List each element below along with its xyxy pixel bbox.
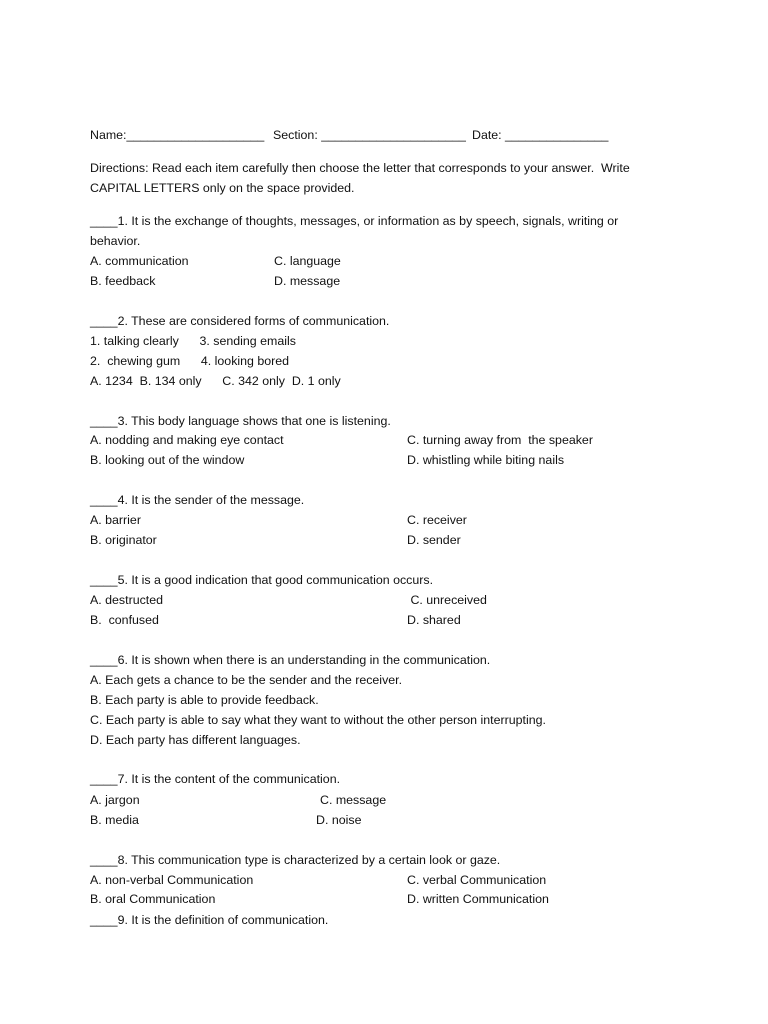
question-3-option-b: B. looking out of the window [90,453,245,467]
question-3-option-d: D. whistling while biting nails [407,453,565,467]
question-4-option-b: B. originator [90,533,157,547]
question-2-options: A. 1234 B. 134 only C. 342 only D. 1 only [90,374,341,388]
question-5-option-b: B. confused [90,613,159,627]
question-1-stem-cont: behavior. [90,234,141,248]
question-3-option-a: A. nodding and making eye contact [90,433,284,447]
question-8-option-d: D. written Communication [407,892,549,906]
question-5-option-c: C. unreceived [407,593,487,607]
question-6-option-c: C. Each party is able to say what they want to without the other person interrupting. [90,713,546,727]
question-6-option-d: D. Each party has different languages. [90,733,301,747]
directions-line-2: CAPITAL LETTERS only on the space provided. [90,181,355,195]
question-4-option-d: D. sender [407,533,461,547]
question-8-stem: ____8. This communication type is characterized by a certain look or gaze. [90,853,501,867]
question-8-option-c: C. verbal Communication [407,873,547,887]
date-field: Date: _______________ [472,128,609,142]
question-2-stem: ____2. These are considered forms of communication. [90,314,390,328]
question-6-option-a: A. Each gets a chance to be the sender and the receiver. [90,673,403,687]
question-1-option-d: D. message [274,274,341,288]
question-7-stem: ____7. It is the content of the communication. [90,772,341,786]
question-9-stem: ____9. It is the definition of communication. [90,913,329,927]
name-field: Name:____________________ [90,128,265,142]
question-1-option-b: B. feedback [90,274,156,288]
directions-line-1: Directions: Read each item carefully then choose the letter that corresponds to your answer. Write [90,161,630,175]
question-5-option-a: A. destructed [90,593,164,607]
question-8-option-a: A. non-verbal Communication [90,873,254,887]
question-2-items-1: 1. talking clearly 3. sending emails [90,334,296,348]
question-7-option-a: A. jargon [90,793,140,807]
question-6-stem: ____6. It is shown when there is an understanding in the communication. [90,653,491,667]
question-7-option-d: D. noise [316,813,362,827]
question-1-option-c: C. language [274,254,341,268]
question-4-stem: ____4. It is the sender of the message. [90,493,305,507]
question-6-option-b: B. Each party is able to provide feedback. [90,693,319,707]
question-3-stem: ____3. This body language shows that one is listening. [90,414,391,428]
question-5-stem: ____5. It is a good indication that good communication occurs. [90,573,434,587]
question-5-option-d: D. shared [407,613,461,627]
question-7-option-b: B. media [90,813,139,827]
section-field: Section: _____________________ [273,128,466,142]
question-7-option-c: C. message [320,793,387,807]
question-1-stem: ____1. It is the exchange of thoughts, messages, or information as by speech, signals, writing or [90,214,619,228]
question-4-option-a: A. barrier [90,513,141,527]
question-4-option-c: C. receiver [407,513,467,527]
question-3-option-c: C. turning away from the speaker [407,433,593,447]
question-2-items-2: 2. chewing gum 4. looking bored [90,354,290,368]
question-8-option-b: B. oral Communication [90,892,216,906]
question-1-option-a: A. communication [90,254,189,268]
